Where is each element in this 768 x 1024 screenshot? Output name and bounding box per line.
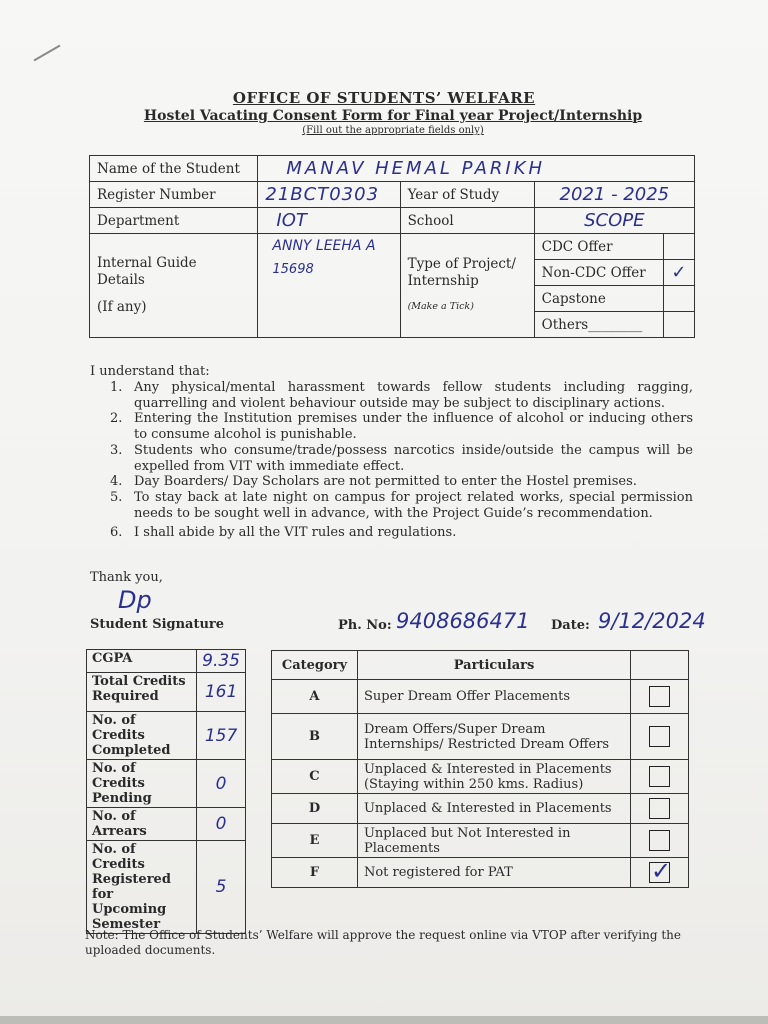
date-value[interactable]: 9/12/2024 bbox=[598, 609, 706, 633]
rule-number: 3. bbox=[110, 442, 123, 458]
student-details-table bbox=[89, 155, 695, 338]
name-row bbox=[90, 156, 695, 182]
name-value[interactable]: MANAV HEMAL PARIKH bbox=[258, 156, 695, 182]
rule-number: 2. bbox=[110, 411, 123, 427]
category-checkbox[interactable] bbox=[631, 858, 689, 888]
department-label: Department bbox=[90, 208, 258, 234]
category-row bbox=[272, 858, 689, 888]
category-checkbox[interactable] bbox=[631, 680, 689, 714]
thanks-text: Thank you, bbox=[90, 570, 163, 585]
total-credits-label: Total Credits Required bbox=[87, 673, 197, 712]
completed-credits-label: No. of Credits Completed bbox=[87, 712, 197, 760]
register-label: Register Number bbox=[90, 182, 258, 208]
department-row bbox=[90, 208, 695, 234]
category-checkbox[interactable] bbox=[631, 760, 689, 794]
year-label: Year of Study bbox=[400, 182, 534, 208]
credits-table bbox=[86, 649, 246, 934]
rule-item bbox=[110, 380, 693, 411]
guide-label bbox=[90, 234, 258, 338]
category-text: Super Dream Offer Placements bbox=[357, 680, 630, 714]
tick-capstone[interactable] bbox=[663, 286, 694, 312]
rule-text: Students who consume/trade/possess narcotics inside/outside the campus will be expelled from VIT with immediate effect. bbox=[134, 442, 693, 474]
category-code: D bbox=[272, 794, 358, 824]
rule-number: 6. bbox=[110, 525, 123, 541]
checkbox-icon[interactable] bbox=[649, 686, 670, 707]
rule-text: Entering the Institution premises under the influence of alcohol or inducing others to consume alcohol is punishable. bbox=[134, 411, 693, 443]
office-heading: OFFICE OF STUDENTS’ WELFARE bbox=[232, 89, 536, 107]
credits-row bbox=[87, 760, 246, 808]
category-row bbox=[272, 714, 689, 760]
category-row bbox=[272, 794, 689, 824]
category-row bbox=[272, 760, 689, 794]
credits-row bbox=[87, 808, 246, 841]
rule-number: 4. bbox=[110, 474, 123, 490]
category-code: F bbox=[272, 858, 358, 888]
tick-cdc[interactable] bbox=[663, 234, 694, 260]
credits-row bbox=[87, 650, 246, 673]
guide-label-line-3: (If any) bbox=[97, 299, 147, 315]
category-text: Not registered for PAT bbox=[357, 858, 630, 888]
tick-non-cdc[interactable]: ✓ bbox=[663, 260, 694, 286]
category-row bbox=[272, 680, 689, 714]
cgpa-label: CGPA bbox=[87, 650, 197, 673]
checkbox-icon[interactable] bbox=[649, 726, 670, 747]
rule-number: 1. bbox=[110, 380, 123, 395]
option-cdc: CDC Offer bbox=[534, 234, 663, 260]
guide-label-line-1: Internal Guide bbox=[97, 255, 197, 271]
tick-header bbox=[631, 651, 689, 680]
checkbox-icon[interactable] bbox=[649, 766, 670, 787]
completed-credits-value[interactable]: 157 bbox=[197, 712, 246, 760]
check-mark: ✓ bbox=[651, 857, 672, 885]
rule-text: I shall abide by all the VIT rules and regulations. bbox=[134, 525, 457, 541]
option-others: Others________ bbox=[534, 312, 663, 338]
year-value[interactable]: 2021 - 2025 bbox=[534, 182, 694, 208]
school-label: School bbox=[400, 208, 534, 234]
pending-credits-value[interactable]: 0 bbox=[197, 760, 246, 808]
guide-id: 15698 bbox=[272, 262, 314, 277]
school-value[interactable]: SCOPE bbox=[534, 208, 694, 234]
option-capstone: Capstone bbox=[534, 286, 663, 312]
category-code: C bbox=[272, 760, 358, 794]
rule-item bbox=[110, 411, 693, 442]
credits-row bbox=[87, 712, 246, 760]
category-checkbox[interactable] bbox=[631, 794, 689, 824]
guide-label-line-2: Details bbox=[97, 272, 145, 288]
category-checkbox[interactable] bbox=[631, 714, 689, 760]
upcoming-credits-value[interactable]: 5 bbox=[197, 841, 246, 934]
phone-value[interactable]: 9408686471 bbox=[396, 609, 530, 633]
total-credits-value[interactable]: 161 bbox=[197, 673, 246, 712]
rule-item bbox=[110, 490, 693, 521]
option-non-cdc: Non-CDC Offer bbox=[534, 260, 663, 286]
category-code: E bbox=[272, 824, 358, 858]
upcoming-credits-label: No. of Credits Registered for Upcoming Semester bbox=[87, 841, 197, 934]
category-text: Unplaced & Interested in Placements (Staying within 250 kms. Radius) bbox=[357, 760, 630, 794]
rule-text: Day Boarders/ Day Scholars are not permitted to enter the Hostel premises. bbox=[134, 474, 637, 490]
register-value[interactable]: 21BCT0303 bbox=[258, 182, 400, 208]
date-label: Date: bbox=[551, 618, 590, 633]
credits-row bbox=[87, 841, 246, 934]
rule-item bbox=[110, 474, 693, 490]
type-label: Type of Project/ Internship bbox=[407, 256, 516, 289]
category-text: Dream Offers/Super Dream Internships/ Restricted Dream Offers bbox=[357, 714, 630, 760]
signature-label: Student Signature bbox=[90, 617, 225, 632]
checkbox-icon[interactable] bbox=[649, 798, 670, 819]
guide-row-1 bbox=[90, 234, 695, 260]
checkbox-icon[interactable] bbox=[649, 857, 672, 885]
approval-note: Note: The Office of Students’ Welfare will approve the request online via VTOP after verifying the uploaded documents. bbox=[85, 928, 682, 957]
form-title: Hostel Vacating Consent Form for Final year Project/Internship bbox=[143, 108, 643, 124]
pen-stroke bbox=[34, 45, 61, 62]
cgpa-value[interactable]: 9.35 bbox=[197, 650, 246, 673]
arrears-value[interactable]: 0 bbox=[197, 808, 246, 841]
rule-text: Any physical/mental harassment towards fellow students including ragging, quarrelling and violent behaviour outside may be subject to disciplinary actions. bbox=[134, 380, 693, 411]
name-label: Name of the Student bbox=[90, 156, 258, 182]
type-hint: (Make a Tick) bbox=[407, 301, 474, 312]
category-checkbox[interactable] bbox=[631, 824, 689, 858]
category-table bbox=[271, 650, 689, 888]
rule-item bbox=[110, 443, 693, 474]
category-row bbox=[272, 824, 689, 858]
guide-details-value[interactable] bbox=[258, 234, 400, 338]
category-header-row bbox=[272, 651, 689, 680]
signature-mark[interactable]: Dp bbox=[118, 586, 152, 614]
register-row bbox=[90, 182, 695, 208]
type-label-cell bbox=[400, 234, 534, 338]
particulars-header: Particulars bbox=[357, 651, 630, 680]
arrears-label: No. of Arrears bbox=[87, 808, 197, 841]
category-code: B bbox=[272, 714, 358, 760]
rule-number: 5. bbox=[110, 489, 123, 505]
category-text: Unplaced & Interested in Placements bbox=[357, 794, 630, 824]
category-header: Category bbox=[272, 651, 358, 680]
declaration-intro: I understand that: bbox=[90, 364, 210, 379]
category-text: Unplaced but Not Interested in Placements bbox=[357, 824, 630, 858]
phone-label: Ph. No: bbox=[338, 618, 392, 633]
category-code: A bbox=[272, 680, 358, 714]
department-value[interactable]: IOT bbox=[258, 208, 400, 234]
rule-item bbox=[110, 525, 693, 541]
checkbox-icon[interactable] bbox=[649, 830, 670, 851]
form-instruction: (Fill out the appropriate fields only) bbox=[302, 125, 484, 136]
guide-name: ANNY LEEHA A bbox=[272, 238, 376, 254]
rule-text: To stay back at late night on campus for project related works, special permission needs to be sought well in advance, with the Project Guide’s recommendation. bbox=[134, 489, 693, 521]
rules-list bbox=[110, 380, 693, 541]
credits-row bbox=[87, 673, 246, 712]
page-edge bbox=[0, 1016, 768, 1024]
tick-others[interactable] bbox=[663, 312, 694, 338]
pending-credits-label: No. of Credits Pending bbox=[87, 760, 197, 808]
